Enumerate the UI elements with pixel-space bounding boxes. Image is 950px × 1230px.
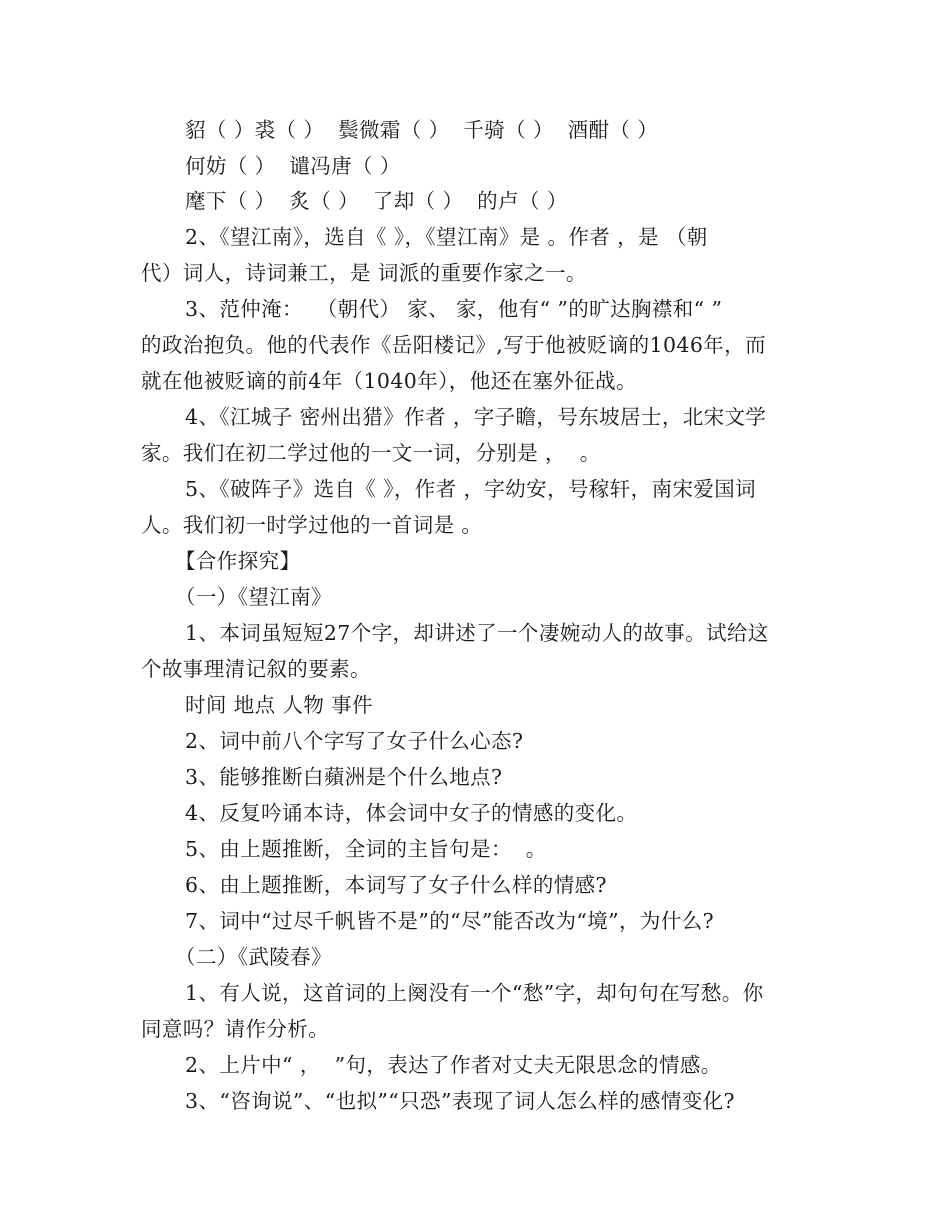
explore-1-q1-line-2: 个故事理清记叙的要素。 <box>141 657 371 681</box>
explore-1-q1-line-1: 1、本词虽短短27个字，却讲述了一个凄婉动人的故事。试给这 <box>185 621 769 645</box>
question-3-line-3: 就在他被贬谪的前4年（1040年），他还在塞外征战。 <box>141 369 637 393</box>
explore-2-q2: 2、上片中“ ， ”句，表达了作者对丈夫无限思念的情感。 <box>185 1053 722 1077</box>
explore-1-q4: 4、反复吟诵本诗，体会词中女子的情感的变化。 <box>185 801 638 825</box>
question-4-line-2: 家。我们在初二学过他的一文一词，分别是 ， 。 <box>141 441 601 465</box>
section-heading: 【合作探究】 <box>175 549 301 573</box>
vocab-line-2: 何妨（ ） 谴冯唐（ ） <box>185 154 401 178</box>
question-2-line-2: 代）词人，诗词兼工，是 词派的重要作家之一。 <box>141 261 587 285</box>
explore-2-q1-line-2: 同意吗？请作分析。 <box>141 1017 330 1041</box>
explore-1-q6: 6、由上题推断，本词写了女子什么样的情感? <box>185 873 607 897</box>
question-3-line-2: 的政治抱负。他的代表作《岳阳楼记》,写于他被贬谪的1046年，而 <box>141 333 766 357</box>
explore-1-q3: 3、能够推断白蘋洲是个什么地点? <box>185 765 503 789</box>
explore-2-q3: 3、“咨询说”、“也拟”“只恐”表现了词人怎么样的感情变化? <box>185 1089 735 1113</box>
question-2-line-1: 2、《望江南》，选自《 》，《望江南》是 。作者 ，是 （朝 <box>185 225 708 249</box>
subsection-1-title: （一）《望江南》 <box>175 585 332 609</box>
explore-2-q1-line-1: 1、有人说，这首词的上阕没有一个“愁”字，却句句在写愁。你 <box>185 981 764 1005</box>
question-5-line-1: 5、《破阵子》选自《 》，作者 ，字幼安，号稼轩，南宋爱国词 <box>185 477 757 501</box>
explore-1-q7: 7、词中“过尽千帆皆不是”的“尽”能否改为“境”，为什么? <box>185 909 715 933</box>
vocab-line-1: 貂（ ）裘（ ） 鬓微霜（ ） 千骑（ ） 酒酣（ ） <box>185 118 659 142</box>
explore-1-elements: 时间 地点 人物 事件 <box>185 693 373 717</box>
question-5-line-2: 人。我们初一时学过他的一首词是 。 <box>141 513 483 537</box>
vocab-line-3: 麾下（ ） 炙（ ） 了却（ ） 的卢（ ） <box>185 189 568 213</box>
explore-1-q5: 5、由上题推断，全词的主旨句是： 。 <box>185 837 547 861</box>
explore-1-q2: 2、词中前八个字写了女子什么心态? <box>185 729 524 753</box>
question-3-line-1: 3、范仲淹： （朝代） 家、 家，他有“ ”的旷达胸襟和“ ” <box>185 297 723 321</box>
question-4-line-1: 4、《江城子 密州出猎》作者 ，字子瞻，号东坡居士，北宋文学 <box>185 405 767 429</box>
subsection-2-title: （二）《武陵春》 <box>175 945 332 969</box>
